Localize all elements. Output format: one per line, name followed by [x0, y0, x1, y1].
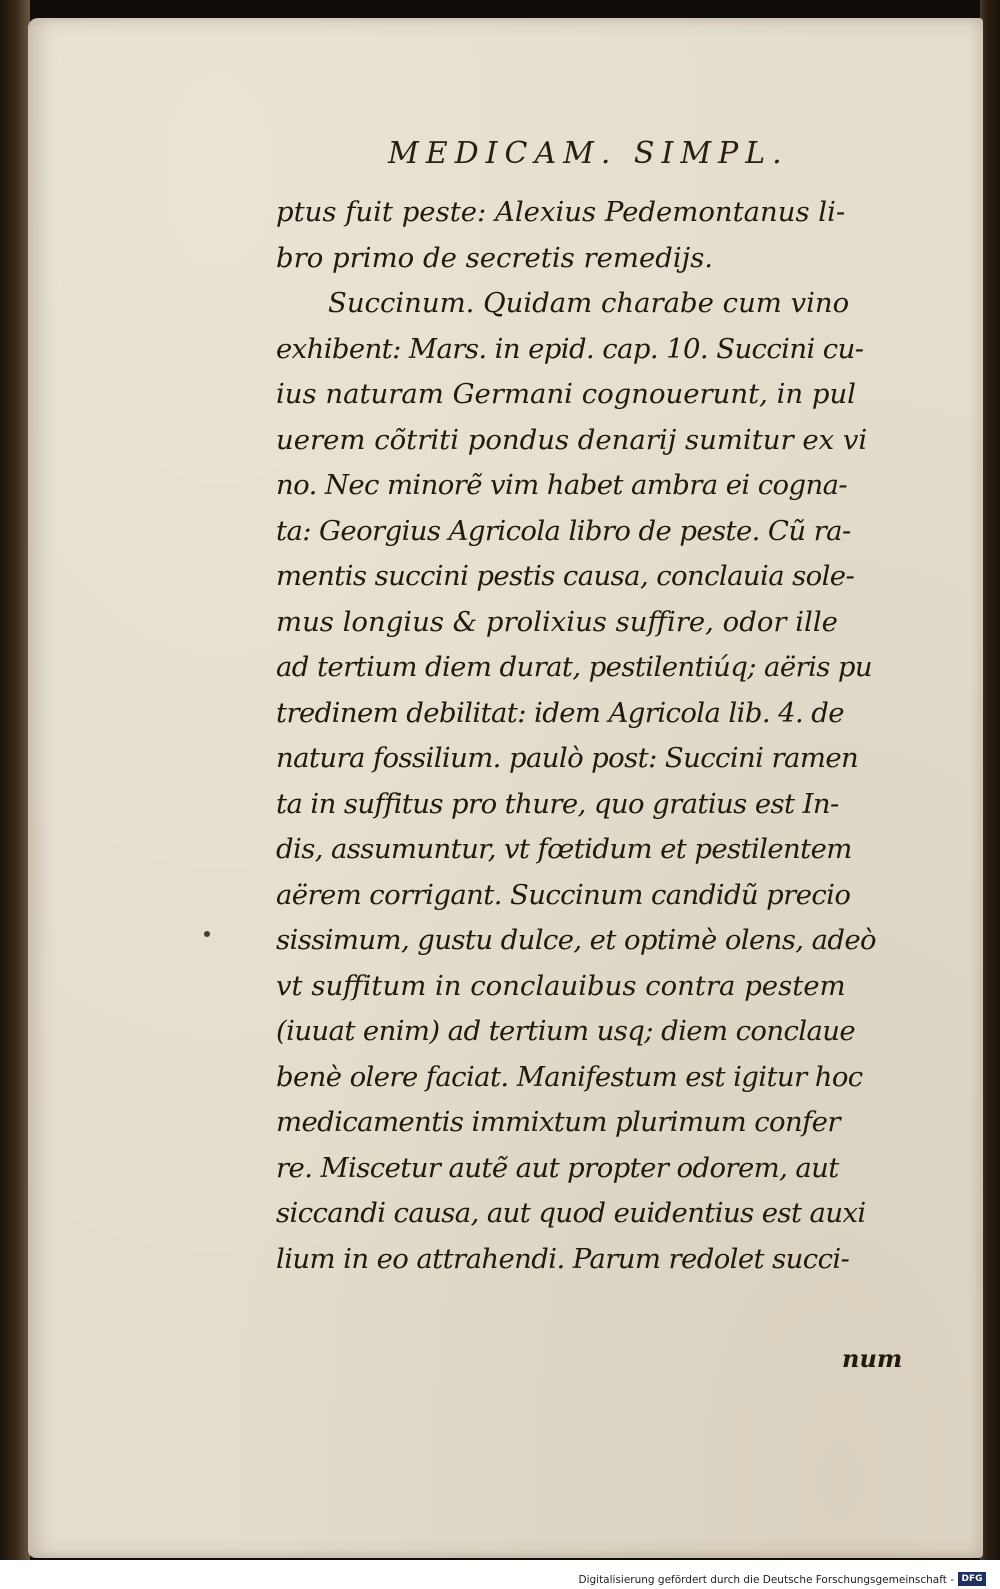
running-head: MEDICAM. SIMPL.	[388, 136, 789, 171]
text-line: mentis succini pestis causa, conclauia sole-	[276, 560, 855, 592]
text-line: vt suffitum in conclauibus contra pestem	[276, 969, 846, 1002]
funding-credit: Digitalisierung gefördert durch die Deutsche Forschungsgemeinschaft -	[578, 1574, 954, 1586]
text-line: ta in suffitus pro thure, quo gratius est In-	[276, 787, 839, 820]
text-line: ta: Georgius Agricola libro de peste. Cũ ra-	[276, 514, 851, 547]
text-line: ius naturam Germani cognouerunt, in pul	[276, 378, 856, 410]
text-line: natura fossilium. paulò post: Succini ramen	[276, 742, 859, 774]
dfg-logo-icon: DFG	[958, 1572, 986, 1586]
paper-speck	[204, 931, 210, 937]
text-line: benè olere faciat. Manifestum est igitur hoc	[276, 1060, 863, 1093]
text-line: uerem cõtriti pondus denarij sumitur ex vi	[276, 423, 868, 456]
text-line: tredinem debilitat: idem Agricola lib. 4. de	[276, 696, 844, 729]
text-line: medicamentis immixtum plurimum confer	[276, 1106, 840, 1138]
book-fore-edge	[980, 0, 1000, 1560]
catchword: num	[842, 1344, 903, 1373]
text-line: lium in eo attrahendi. Parum redolet succi-	[276, 1242, 850, 1275]
text-line: ptus fuit peste: Alexius Pedemontanus li-	[276, 196, 846, 228]
page-body-text	[276, 190, 926, 1282]
text-line: siccandi causa, aut quod euidentius est auxi	[276, 1197, 866, 1229]
text-line: Succinum. Quidam charabe cum vino	[328, 287, 850, 319]
text-line: (iuuat enim) ad tertium usq; diem conclaue	[276, 1015, 856, 1047]
text-line: mus longius & prolixius suffire, odor ille	[276, 605, 838, 638]
text-line: aërem corrigant. Succinum candidũ precio	[276, 878, 851, 911]
text-line: exhibent: Mars. in epid. cap. 10. Succini cu-	[276, 332, 864, 365]
text-line: no. Nec minorẽ vim habet ambra ei cogna-	[276, 469, 848, 501]
text-line: re. Miscetur autẽ aut propter odorem, aut	[276, 1151, 839, 1184]
text-line: dis, assumuntur, vt fœtidum et pestilentem	[276, 833, 852, 865]
text-line: bro primo de secretis remedijs.	[276, 241, 714, 274]
text-line: sissimum, gustu dulce, et optimè olens, adeò	[276, 924, 877, 956]
text-line: ad tertium diem durat, pestilentiúq; aëris pu	[276, 651, 873, 683]
book-binding-edge	[0, 0, 30, 1560]
